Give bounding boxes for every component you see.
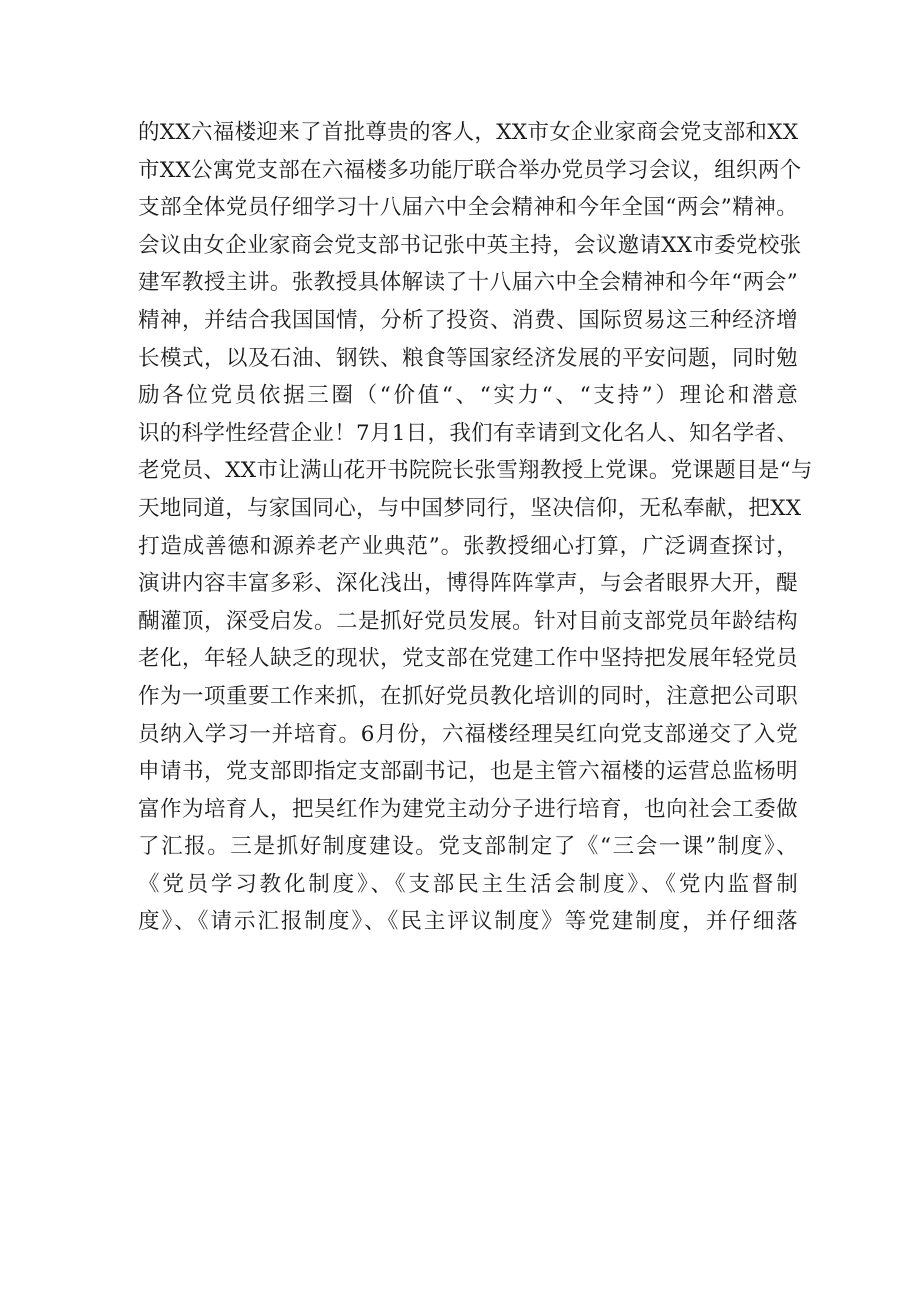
text-line: 员纳入学习一并培育。6月份，六福楼经理吴红向党支部递交了入党 (138, 721, 798, 747)
text-line: 市XX公寓党支部在六福楼多功能厅联合举办党员学习会议，组织两个 (138, 157, 802, 183)
text-line: 了汇报。三是抓好制度建设。党支部制定了《“三会一课”制度》、 (138, 834, 798, 860)
text-line: 醐灌顶，深受启发。二是抓好党员发展。针对目前支部党员年龄结构 (138, 608, 798, 634)
text-line: 打造成善德和源养老产业典范”。张教授细心打算，广泛调查探讨， (138, 533, 798, 559)
text-line: 富作为培育人，把吴红作为建党主动分子进行培育，也向社会工委做 (138, 796, 798, 822)
text-line: 会议由女企业家商会党支部书记张中英主持，会议邀请XX市委党校张 (138, 232, 802, 258)
text-line: 老化，年轻人缺乏的现状，党支部在党建工作中坚持把发展年轻党员 (138, 646, 798, 672)
text-line: 老党员、XX市让满山花开书院院长张雪翔教授上党课。党课题目是“与 (138, 458, 813, 484)
body-paragraph (138, 114, 813, 941)
text-line: 励各位党员依据三圈（“价值“、“实力“、“支持”）理论和潜意 (138, 383, 798, 409)
text-line: 度》、《请示汇报制度》、《民主评议制度》等党建制度，并仔细落 (138, 909, 798, 935)
text-line: 精神，并结合我国国情，分析了投资、消费、国际贸易这三种经济增 (138, 307, 798, 333)
text-line: 长模式，以及石油、钢铁、粮食等国家经济发展的平安问题，同时勉 (138, 345, 798, 371)
text-line: 演讲内容丰富多彩、深化浅出，博得阵阵掌声，与会者眼界大开，醍 (138, 571, 798, 597)
text-line: 申请书，党支部即指定支部副书记，也是主管六福楼的运营总监杨明 (138, 759, 798, 785)
text-line: 识的科学性经营企业！7月1日，我们有幸请到文化名人、知名学者、 (138, 420, 799, 446)
text-line: 《党员学习教化制度》、《支部民主生活会制度》、《党内监督制 (138, 871, 798, 897)
text-line: 作为一项重要工作来抓，在抓好党员教化培训的同时，注意把公司职 (138, 683, 798, 709)
text-line: 支部全体党员仔细学习十八届六中全会精神和今年全国“两会”精神。 (138, 195, 798, 221)
text-line: 的XX六福楼迎来了首批尊贵的客人，XX市女企业家商会党支部和XX (138, 120, 799, 145)
text-line: 建军教授主讲。张教授具体解读了十八届六中全会精神和今年“两会” (138, 270, 798, 296)
text-line: 天地同道，与家国同心，与中国梦同行，坚决信仰，无私奉献，把XX (138, 495, 802, 521)
